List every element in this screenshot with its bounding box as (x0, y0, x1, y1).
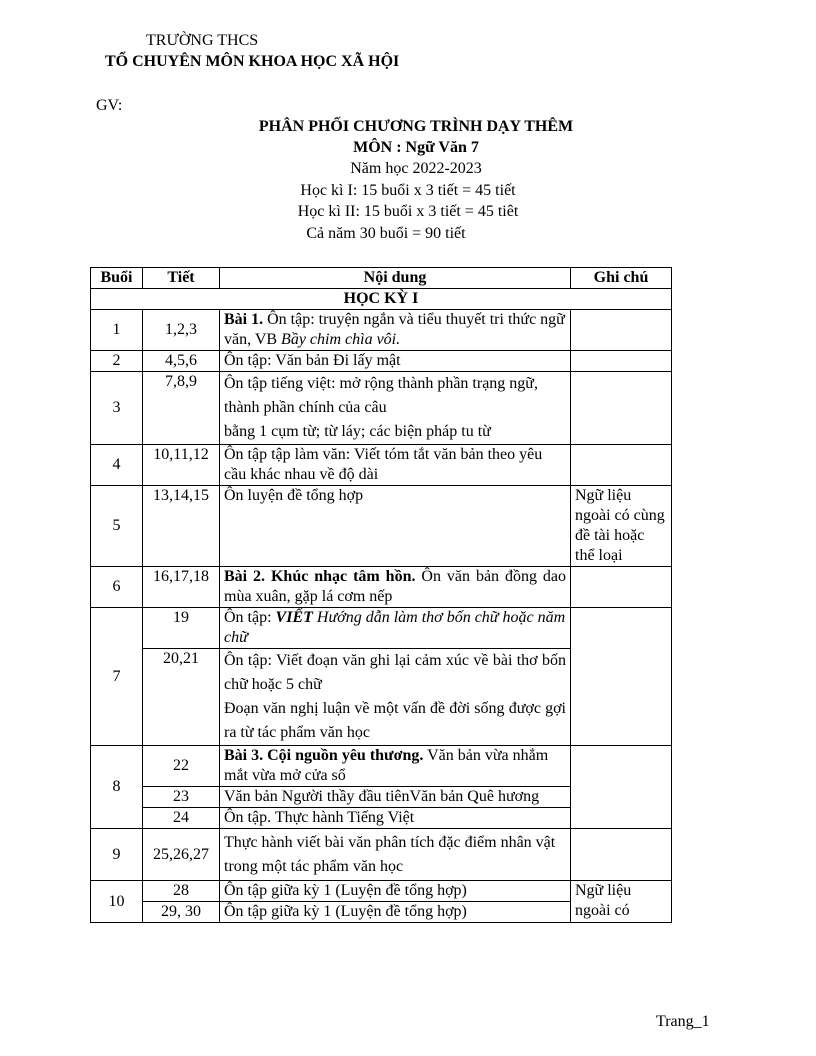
teacher-label: GV: (96, 97, 123, 114)
content-cell (220, 608, 571, 649)
note-cell (571, 608, 672, 746)
content-text: Ôn tập tiếng việt: mở rộng thành phần trạng ngữ, thành phần chính của câu (224, 375, 538, 416)
content-text: Ôn tập: (224, 609, 276, 626)
page-number: Trang_1 (656, 1013, 710, 1030)
content-cell: Ôn luyện đề tổng hợp (220, 486, 571, 567)
table-row (91, 567, 672, 608)
content-bold-italic: VIẾT (275, 609, 313, 626)
content-text: Ôn văn bản đồng dao mùa xuân, gặp lá cơm nếp (224, 568, 567, 605)
school-name: TRƯỜNG THCS (146, 32, 259, 49)
term2-summary: Học kì II: 15 buổi x 3 tiết = 45 tiêt (297, 203, 519, 220)
period-cell: 28 (143, 881, 220, 902)
session-cell: 1 (91, 310, 143, 351)
header-session: Buổi (91, 268, 143, 289)
period-cell: 19 (143, 608, 220, 649)
content-text: Văn bản vừa nhắm mắt vừa mở cửa sổ (224, 747, 549, 784)
content-cell: Ôn tập giữa kỳ 1 (Luyện đề tổng hợp) (220, 881, 571, 902)
session-cell: 6 (91, 567, 143, 608)
session-cell: 7 (91, 608, 143, 746)
table-row (91, 310, 672, 351)
period-cell: 22 (143, 746, 220, 787)
period-cell: 16,17,18 (143, 567, 220, 608)
lesson-title: Bài 2. Khúc nhạc tâm hồn. (224, 568, 416, 585)
lesson-title: Bài 3. Cội nguồn yêu thương. (224, 747, 424, 764)
content-text: Ôn tập: truyện ngắn và tiểu thuyết tri thức ngữ văn, VB (224, 311, 565, 348)
content-cell: Ôn tập: Văn bản Đi lấy mật (220, 351, 571, 372)
content-text-2: Đoạn văn nghị luận về một vấn đề đời sống được gợi ra từ tác phẩm văn học (224, 700, 566, 741)
table-row (91, 829, 672, 881)
table-header-row (91, 268, 672, 289)
content-cell (220, 567, 571, 608)
year-summary: Cả năm 30 buổi = 90 tiết (306, 225, 466, 242)
content-cell: Ôn tập giữa kỳ 1 (Luyện đề tổng hợp) (220, 902, 571, 923)
content-italic: Bầy chim chìa vôi. (281, 331, 401, 348)
period-cell: 10,11,12 (143, 445, 220, 486)
table-row (91, 881, 672, 902)
content-cell (220, 372, 571, 445)
term1-summary: Học kì I: 15 buổi x 3 tiết = 45 tiết (300, 182, 516, 199)
session-cell: 3 (91, 372, 143, 445)
note-cell (571, 310, 672, 351)
department-name: TỔ CHUYÊN MÔN KHOA HỌC XÃ HỘI (105, 53, 400, 70)
content-cell: Thực hành viết bài văn phân tích đặc điểm nhân vật trong một tác phẩm văn học (220, 829, 571, 881)
doc-title: PHÂN PHỐI CHƯƠNG TRÌNH DẠY THÊM (258, 118, 574, 135)
header-content: Nội dung (220, 268, 571, 289)
table-row (91, 486, 672, 567)
period-cell: 29, 30 (143, 902, 220, 923)
period-cell: 25,26,27 (143, 829, 220, 881)
period-cell: 1,2,3 (143, 310, 220, 351)
session-cell: 2 (91, 351, 143, 372)
period-cell: 4,5,6 (143, 351, 220, 372)
content-cell (220, 746, 571, 787)
table-row (91, 372, 672, 445)
note-cell (571, 829, 672, 881)
school-year: Năm học 2022-2023 (350, 160, 482, 177)
table-row (91, 608, 672, 649)
session-cell: 10 (91, 881, 143, 923)
header-note: Ghi chú (571, 268, 672, 289)
session-cell: 8 (91, 746, 143, 829)
lesson-title: Bài 1. (224, 311, 264, 328)
session-cell: 4 (91, 445, 143, 486)
section-label: HỌC KỲ I (91, 289, 672, 310)
content-cell: Ôn tập. Thực hành Tiếng Việt (220, 808, 571, 829)
table-row (91, 746, 672, 787)
session-cell: 5 (91, 486, 143, 567)
period-cell: 24 (143, 808, 220, 829)
table-row (91, 445, 672, 486)
period-cell: 20,21 (143, 649, 220, 746)
content-cell (220, 649, 571, 746)
content-italic: Hướng dẫn làm thơ bốn chữ hoặc năm chữ (224, 609, 566, 646)
header-period: Tiết (143, 268, 220, 289)
note-cell (571, 445, 672, 486)
note-cell: Ngữ liệu ngoài có (571, 881, 672, 923)
note-cell (571, 567, 672, 608)
section-row (91, 289, 672, 310)
period-cell: 13,14,15 (143, 486, 220, 567)
note-cell (571, 372, 672, 445)
note-cell (571, 746, 672, 829)
subject-line: MÔN : Ngữ Văn 7 (353, 139, 479, 156)
schedule-table (90, 267, 672, 923)
content-text: Ôn tập: Viết đoạn văn ghi lại cảm xúc về bài thơ bốn chữ hoặc 5 chữ (224, 652, 566, 693)
content-cell: Ôn tập tập làm văn: Viết tóm tắt văn bản theo yêu cầu khác nhau về độ dài (220, 445, 571, 486)
period-cell: 7,8,9 (143, 372, 220, 445)
note-cell: Ngữ liệu ngoài có cùng đề tài hoặc thể loại (571, 486, 672, 567)
content-cell: Văn bản Người thầy đầu tiênVăn bản Quê hương (220, 787, 571, 808)
content-text-2: bằng 1 cụm từ; từ láy; các biện pháp tu từ (224, 423, 491, 440)
session-cell: 9 (91, 829, 143, 881)
period-cell: 23 (143, 787, 220, 808)
content-cell (220, 310, 571, 351)
note-cell (571, 351, 672, 372)
table-row (91, 351, 672, 372)
